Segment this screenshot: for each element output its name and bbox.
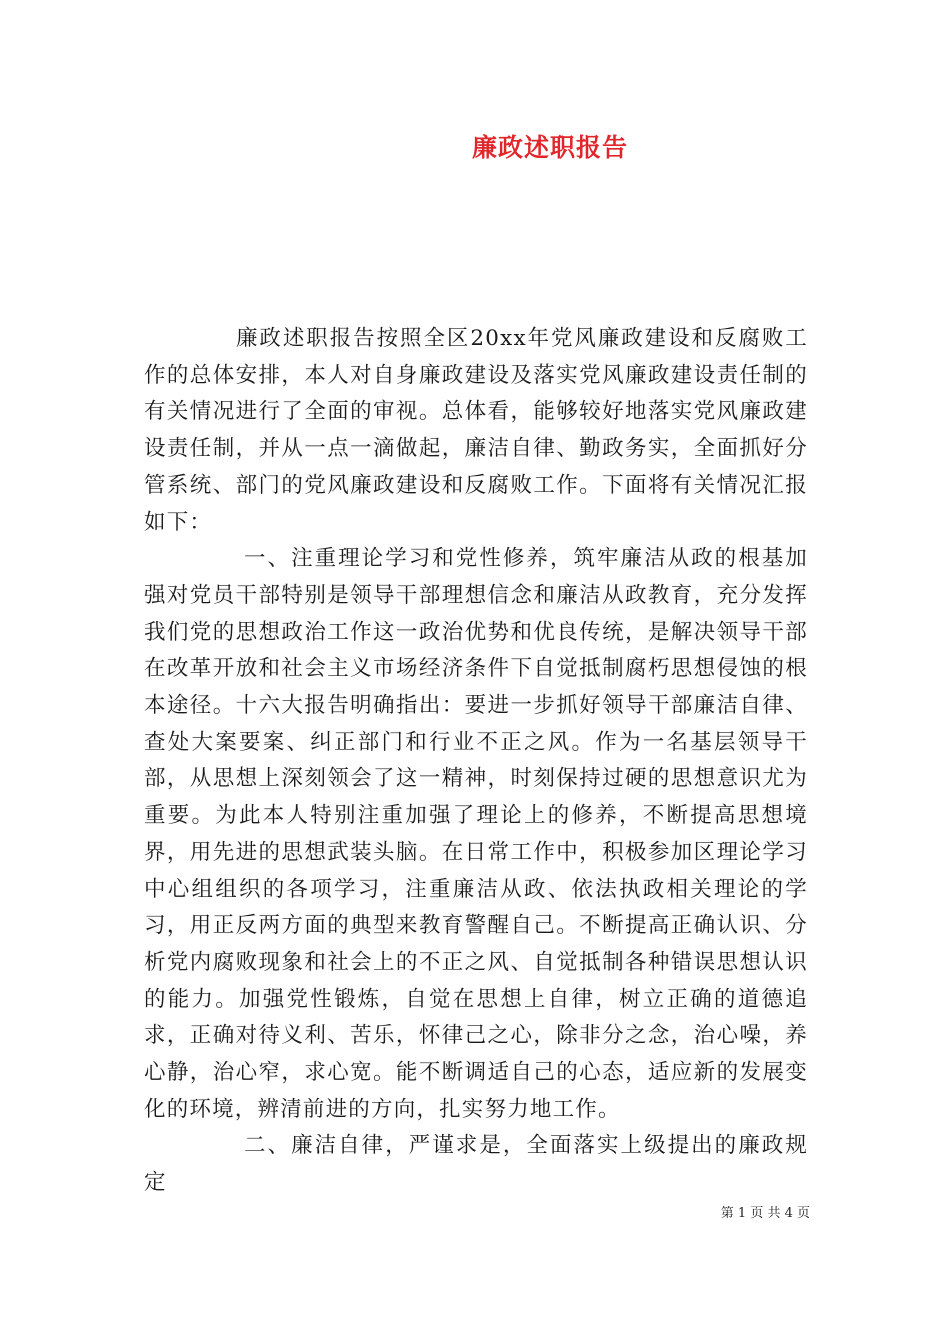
document-body [144, 321, 808, 1202]
section-two-heading: 二、廉洁自律，严谨求是，全面落实上级提出的廉政规定 [144, 1133, 808, 1196]
document-title: 廉政述职报告 [471, 133, 628, 162]
page-number-footer: 第 1 页 共 4 页 [720, 1206, 810, 1221]
section-one-paragraph: 一、注重理论学习和党性修养，筑牢廉洁从政的根基加强对党员干部特别是领导干部理想信念和廉洁从政教育，充分发挥我们党的思想政治工作这一政治优势和优良传统，是解决领导干部在改革开放和社会主义市场经济条件下自觉抵制腐朽思想侵蚀的根本途径。十六大报告明确指出：要进一步抓好领导干部廉洁自律、查处大案要案、纠正部门和行业不正之风。作为一名基层领导干部，从思想上深刻领会了这一精神，时刻保持过硬的思想意识尤为重要。为此本人特别注重加强了理论上的修养，不断提高思想境界，用先进的思想武装头脑。在日常工作中，积极参加区理论学习中心组组织的各项学习，注重廉洁从政、依法执政相关理论的学习，用正反两方面的典型来教育警醒自己。不断提高正确认识、分析党内腐败现象和社会上的不正之风、自觉抵制各种错误思想认识的能力。加强党性锻炼，自觉在思想上自律，树立正确的道德追求，正确对待义利、苦乐，怀律己之心，除非分之念，治心噪，养心静，治心窄，求心宽。能不断调适自己的心态，适应新的发展变化的环境，辨清前进的方向，扎实努力地工作。 [144, 546, 808, 1122]
intro-paragraph: 廉政述职报告按照全区20xx年党风廉政建设和反腐败工作的总体安排，本人对自身廉政建设及落实党风廉政建设责任制的有关情况进行了全面的审视。总体看，能够较好地落实党风廉政建设责任制，并从一点一滴做起，廉洁自律、勤政务实，全面抓好分管系统、部门的党风廉政建设和反腐败工作。下面将有关情况汇报如下： [144, 326, 808, 535]
